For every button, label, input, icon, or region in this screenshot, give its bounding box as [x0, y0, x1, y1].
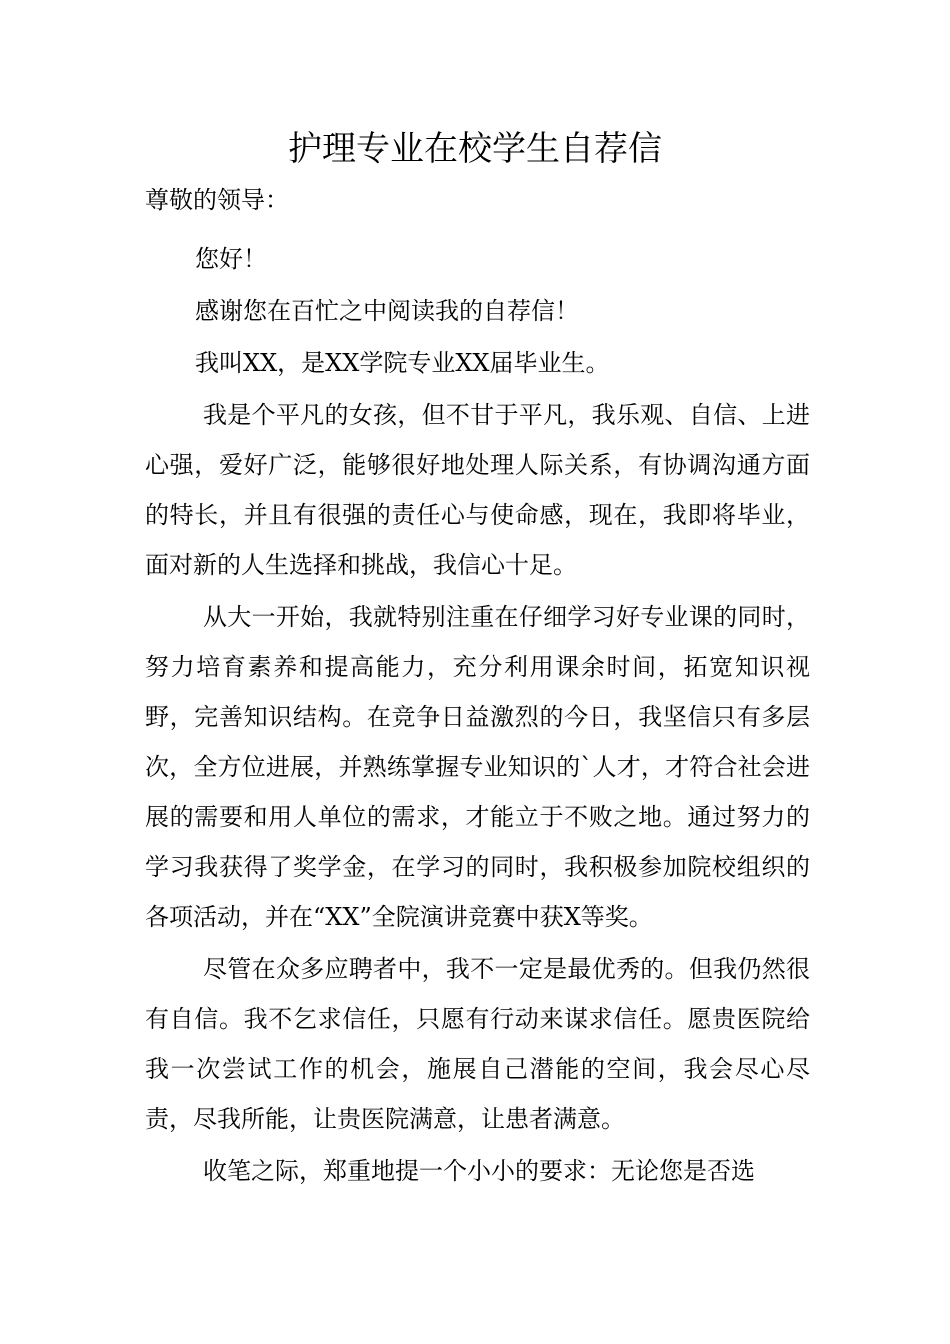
thanks-line: 感谢您在百忙之中阅读我的自荐信！ — [195, 297, 579, 325]
document-title: 护理专业在校学生自荐信 — [288, 129, 662, 169]
paragraph-confidence: 尽管在众多应聘者中，我不一定是最优秀的。但我仍然很有自信。我不乞求信任，只愿有行动来谋求信任。愿贵医院给我一次尝试工作的机会，施展自己潜能的空间，我会尽心尽责，尽我所能，让贵医院满意，让患者满意。 — [145, 955, 810, 1133]
paragraph-study: 从大一开始，我就特别注重在仔细学习好专业课的同时，努力培育素养和提高能力，充分利用课余时间，拓宽知识视野，完善知识结构。在竞争日益激烈的今日，我坚信只有多层次，全方位进展，并熟练掌握专业知识的`人才，才符合社会进展的需要和用人单位的需求，才能立于不败之地。通过努力的学习我获得了奖学金，在学习的同时，我积极参加院校组织的各项活动，并在“XX”全院演讲竞赛中获X等奖。 — [145, 603, 810, 931]
greeting: 您好！ — [195, 245, 267, 273]
letter-body — [145, 175, 810, 1196]
paragraph-closing: 收笔之际，郑重地提一个小小的要求：无论您是否选 — [203, 1157, 755, 1185]
intro-line: 我叫XX，是XX学院专业XX届毕业生。 — [195, 349, 610, 377]
salutation: 尊敬的领导： — [145, 186, 289, 214]
paragraph-personality: 我是个平凡的女孩，但不甘于平凡，我乐观、自信、上进心强，爱好广泛，能够很好地处理人际关系，有协调沟通方面的特长，并且有很强的责任心与使命感，现在，我即将毕业，面对新的人生选择和挑战，我信心十足。 — [145, 401, 810, 579]
